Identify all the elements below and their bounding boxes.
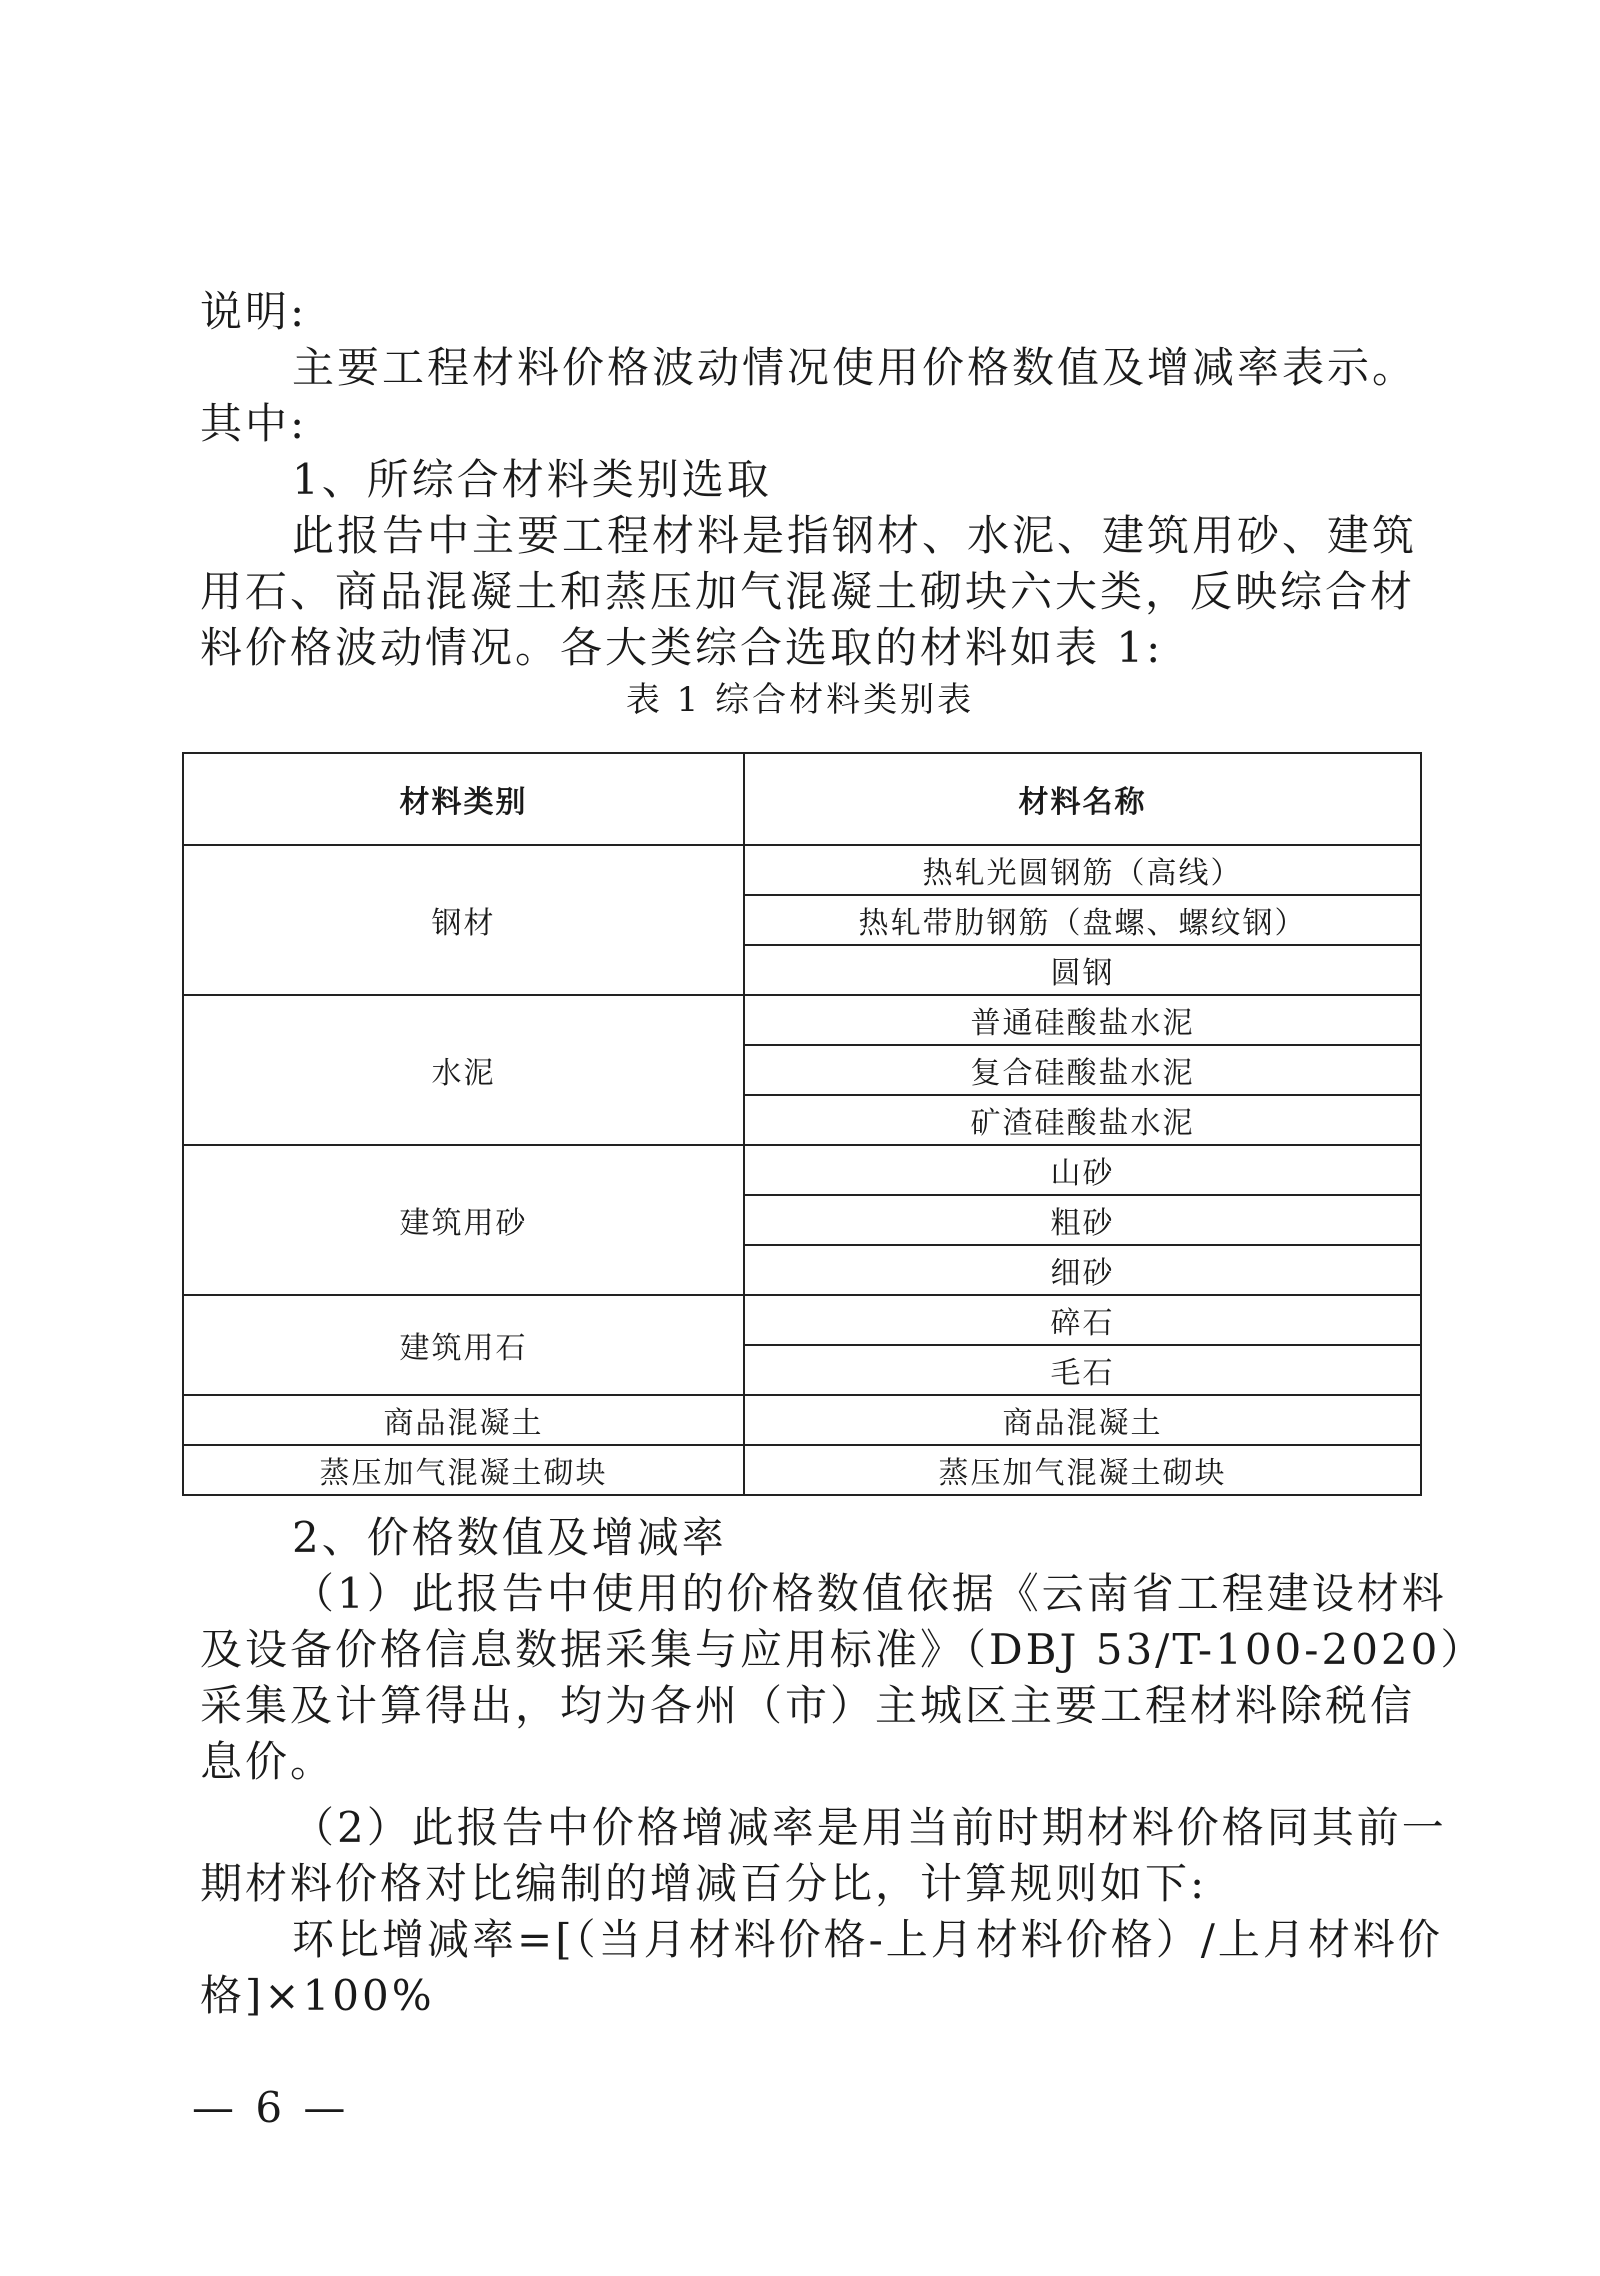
material-cell: 细砂 [744,1245,1421,1295]
category-cell: 建筑用石 [183,1295,744,1395]
category-cell: 蒸压加气混凝土砌块 [183,1445,744,1495]
material-cell: 山砂 [744,1145,1421,1195]
header-category: 材料类别 [183,753,744,845]
paragraph-line: （1）此报告中使用的价格数值依据《云南省工程建设材料 [292,1569,1447,1618]
paragraph-line: 采集及计算得出，均为各州（市）主城区主要工程材料除税信 [200,1681,1416,1730]
paragraph-line: 期材料价格对比编制的增减百分比，计算规则如下: [200,1859,1208,1908]
category-cell: 商品混凝土 [183,1395,744,1445]
paragraph-line: 及设备价格信息数据采集与应用标准》（DBJ 53/T-100-2020） [200,1625,1486,1674]
paragraph-line: （2）此报告中价格增减率是用当前时期材料价格同其前一 [292,1803,1447,1852]
paragraph-line: 息价。 [200,1737,336,1786]
category-cell: 建筑用砂 [183,1145,744,1295]
material-cell: 毛石 [744,1345,1421,1395]
table-header-row [183,753,1421,845]
paragraph-line: 其中: [200,399,308,448]
material-category-table [182,752,1422,1496]
material-cell: 热轧光圆钢筋（高线） [744,845,1421,895]
page-number: — 6 — [192,2083,350,2132]
header-material-name: 材料名称 [744,753,1421,845]
material-cell: 普通硅酸盐水泥 [744,995,1421,1045]
category-cell: 钢材 [183,845,744,995]
section-heading: 2、价格数值及增减率 [292,1513,727,1562]
note-heading: 说明: [200,287,308,336]
material-cell: 热轧带肋钢筋（盘螺、螺纹钢） [744,895,1421,945]
paragraph-line: 主要工程材料价格波动情况使用价格数值及增减率表示。 [292,343,1418,392]
paragraph-line: 用石、商品混凝土和蒸压加气混凝土砌块六大类，反映综合材 [200,567,1416,616]
table-caption: 表 1 综合材料类别表 [625,680,975,720]
formula-line: 格]×100% [200,1971,435,2020]
paragraph-line: 料价格波动情况。各大类综合选取的材料如表 1: [200,623,1164,672]
material-cell: 圆钢 [744,945,1421,995]
material-cell: 矿渣硅酸盐水泥 [744,1095,1421,1145]
table-row [183,845,1421,895]
formula-line: 环比增减率=[（当月材料价格-上月材料价格）/上月材料价 [292,1915,1443,1964]
table-row [183,1395,1421,1445]
material-cell: 蒸压加气混凝土砌块 [744,1445,1421,1495]
table-row [183,1145,1421,1195]
material-cell: 复合硅酸盐水泥 [744,1045,1421,1095]
section-heading: 1、所综合材料类别选取 [292,455,772,504]
category-cell: 水泥 [183,995,744,1145]
table-row [183,995,1421,1045]
table-row [183,1445,1421,1495]
paragraph-line: 此报告中主要工程材料是指钢材、水泥、建筑用砂、建筑 [292,511,1418,560]
material-cell: 粗砂 [744,1195,1421,1245]
table-row [183,1295,1421,1345]
material-cell: 碎石 [744,1295,1421,1345]
material-cell: 商品混凝土 [744,1395,1421,1445]
